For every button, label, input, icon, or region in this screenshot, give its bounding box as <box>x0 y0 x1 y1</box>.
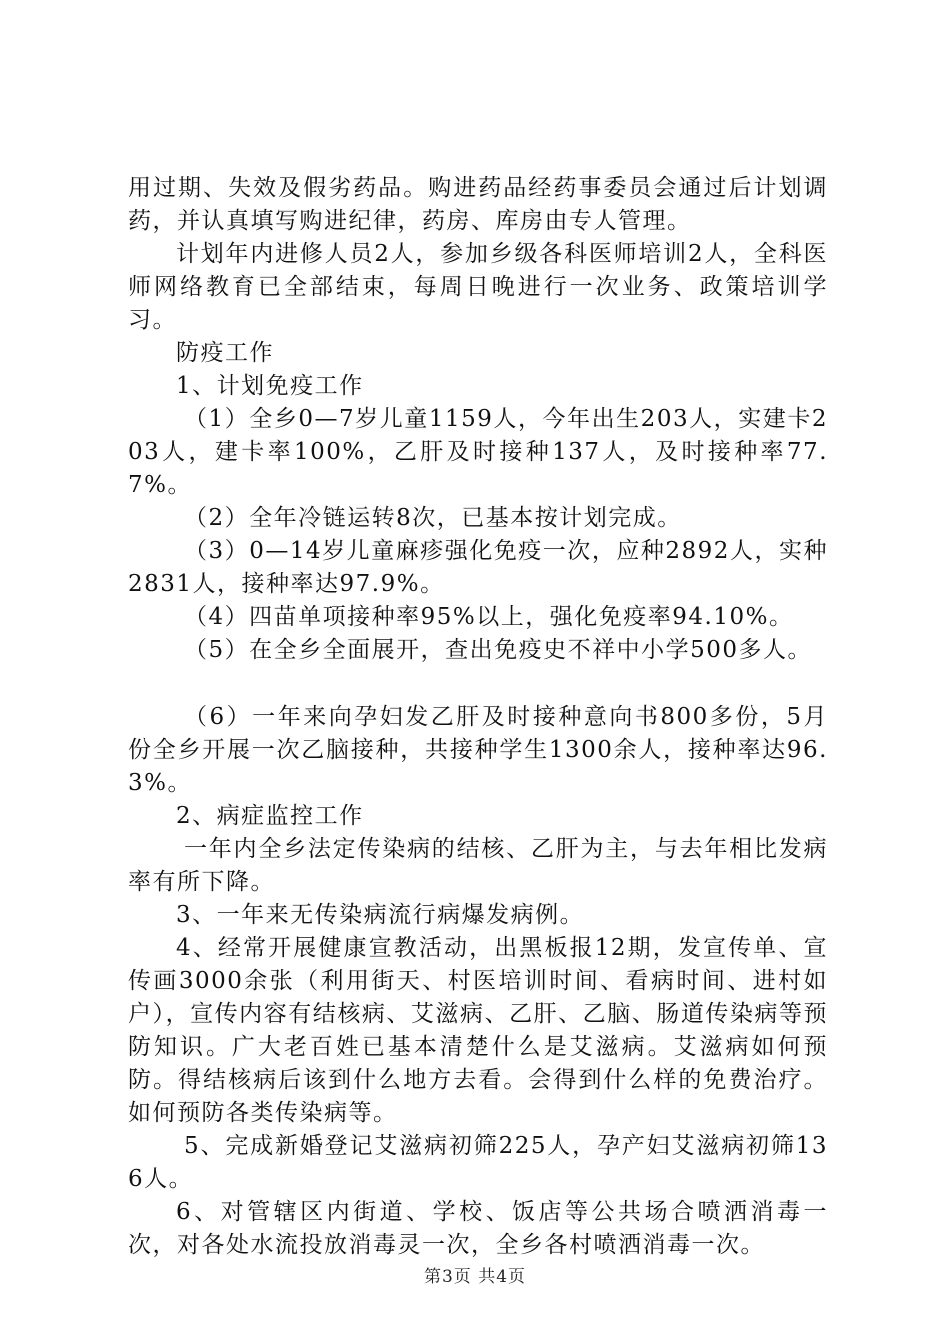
paragraph-item-1: （1）全乡0—7岁儿童1159人，今年出生203人，实建卡203人，建卡率100%，乙肝及时接种137人，及时接种率77.7%。 <box>128 406 828 498</box>
paragraph-aids-screening: 5、完成新婚登记艾滋病初筛225人，孕产妇艾滋病初筛136人。 <box>128 1133 828 1192</box>
paragraph-disinfection: 6、对管辖区内街道、学校、饭店等公共场合喷洒消毒一次，对各处水流投放消毒灵一次，全乡各村喷洒消毒一次。 <box>128 1199 828 1258</box>
section-heading-epidemic-prevention: 防疫工作 <box>176 340 274 366</box>
subsection-heading-disease-monitoring: 2、病症监控工作 <box>176 803 364 829</box>
paragraph-item-2: （2）全年冷链运转8次，已基本按计划完成。 <box>184 505 682 531</box>
document-body <box>128 172 828 1262</box>
paragraph-item-3: （3）0—14岁儿童麻疹强化免疫一次，应种2892人，实种2831人，接种率达97.9%。 <box>128 538 828 597</box>
subsection-heading-immunization: 1、计划免疫工作 <box>176 373 364 399</box>
paragraph-training: 计划年内进修人员2人，参加乡级各科医师培训2人，全科医师网络教育已全部结束，每周日晚进行一次业务、政策培训学习。 <box>128 241 828 333</box>
page-number-footer: 第3页 共4页 <box>423 1267 527 1287</box>
paragraph-drug-management: 用过期、失效及假劣药品。购进药品经药事委员会通过后计划调药，并认真填写购进纪律，药房、库房由专人管理。 <box>128 175 828 234</box>
paragraph-item-4: （4）四苗单项接种率95%以上，强化免疫率94.10%。 <box>184 604 794 630</box>
paragraph-item-6: （6）一年来向孕妇发乙肝及时接种意向书800多份，5月份全乡开展一次乙脑接种，共接种学生1300余人，接种率达96.3%。 <box>128 704 828 796</box>
paragraph-health-education: 4、经常开展健康宣教活动，出黑板报12期，发宣传单、宣传画3000余张（利用街天、村医培训时间、看病时间、进村如户），宣传内容有结核病、艾滋病、乙肝、乙脑、肠道传染病等预防知识。广大老百姓已基本清楚什么是艾滋病。艾滋病如何预防。得结核病后该到什么地方去看。会得到什么样的免费治疗。如何预防各类传染病等。 <box>128 935 828 1126</box>
paragraph-disease-trend: 一年内全乡法定传染病的结核、乙肝为主，与去年相比发病率有所下降。 <box>128 836 828 895</box>
paragraph-item-5: （5）在全乡全面展开，查出免疫史不祥中小学500多人。 <box>184 637 813 663</box>
paragraph-no-outbreak: 3、一年来无传染病流行病爆发病例。 <box>176 902 585 928</box>
